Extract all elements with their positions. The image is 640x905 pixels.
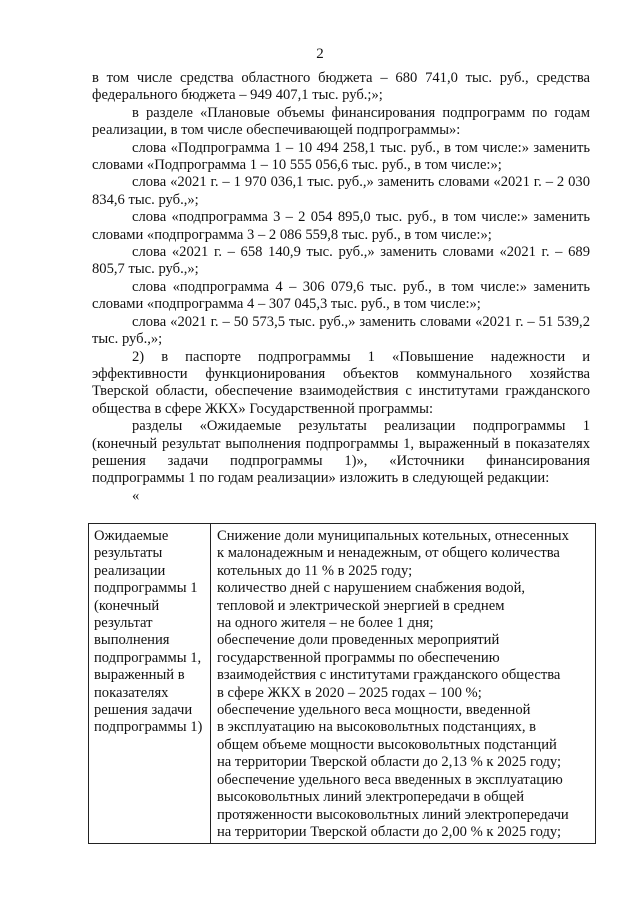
content-line: на территории Тверской области до 2,13 % к 2025 году;	[217, 754, 562, 771]
page-number: 2	[316, 46, 324, 62]
section-title-cell	[89, 524, 211, 844]
content-line: в эксплуатацию на высоковольтных подстанциях, в	[217, 719, 537, 736]
paragraph: слова «2021 г. – 1 970 036,1 тыс. руб.,» заменить словами «2021 г. – 2 030 834,6 тыс. руб.,»;	[92, 174, 590, 208]
opening-quote-mark: «	[132, 487, 140, 504]
content-line: котельных до 11 % в 2025 году;	[217, 562, 413, 579]
paragraph: слова «2021 г. – 658 140,9 тыс. руб.,» заменить словами «2021 г. – 689 805,7 тыс. руб.,»;	[92, 244, 590, 278]
section-title-line: подпрограммы 1,	[94, 649, 202, 666]
section-title-line: реализации	[94, 562, 166, 579]
section-title-line: решения задачи	[94, 702, 193, 719]
section-title-line: выполнения	[94, 632, 170, 649]
section-title-line: подпрограммы 1)	[94, 719, 203, 736]
content-line: на территории Тверской области до 2,00 % к 2025 году;	[217, 823, 562, 840]
section-title-line: подпрограммы 1	[94, 580, 198, 597]
content-line: обеспечение доли проведенных мероприятий	[217, 632, 500, 649]
paragraph: слова «2021 г. – 50 573,5 тыс. руб.,» заменить словами «2021 г. – 51 539,2 тыс. руб.,»;	[92, 313, 590, 348]
program-results-table	[88, 523, 596, 844]
section-title-line: показателях	[94, 684, 169, 701]
content-line: высоковольтных линий электропередачи в общей	[217, 789, 525, 806]
content-line: взаимодействия с институтами гражданского общества	[217, 667, 561, 684]
paragraph: слова «подпрограмма 3 – 2 054 895,0 тыс. руб., в том числе:» заменить словами «подпрограмма 3 – 2 086 559,8 тыс. руб., в том числе:»;	[92, 209, 590, 243]
content-line: государственной программы по обеспечению	[217, 649, 500, 666]
section-title-line: (конечный	[94, 597, 160, 614]
document-body	[92, 70, 590, 505]
content-line: протяженности высоковольтных линий электропередачи	[217, 806, 569, 823]
content-line: в сфере ЖКХ в 2020 – 2025 годах – 100 %;	[217, 684, 482, 701]
content-line: тепловой и электрической энергией в среднем	[217, 597, 505, 614]
content-line: Снижение доли муниципальных котельных, отнесенных	[217, 528, 569, 544]
paragraph: слова «Подпрограмма 1 – 10 494 258,1 тыс. руб., в том числе:» заменить словами «Подпрограмма 1 – 10 555 056,6 тыс. руб., в том числе:»;	[92, 139, 590, 174]
section-title-line: Ожидаемые	[94, 528, 169, 544]
table-row	[89, 524, 596, 844]
paragraph: в том числе средства областного бюджета – 680 741,0 тыс. руб., средства федерального бюджета – 949 407,1 тыс. руб.;»;	[92, 70, 590, 104]
section-title-line: выраженный в	[94, 667, 185, 684]
section-title-line: результаты	[94, 545, 163, 562]
content-line: количество дней с нарушением снабжения водой,	[217, 580, 526, 597]
content-line: на одного жителя – не более 1 дня;	[217, 615, 434, 632]
paragraph: разделы «Ожидаемые результаты реализации подпрограммы 1 (конечный результат выполнения подпрограммы 1, выраженный в показателях решения задачи подпрограммы 1)», «Источники финансирования подпрограммы 1 по годам реализации» изложить в следующей редакции:	[92, 418, 590, 487]
paragraph: 2) в паспорте подпрограммы 1 «Повышение надежности и эффективности функционирования объектов коммунального хозяйства Тверской области, обеспечение взаимодействия с институтами гражданского общества в сфере ЖКХ» Государственной программы:	[92, 348, 590, 417]
section-title-line: результат	[94, 615, 153, 632]
section-content-cell	[211, 524, 596, 844]
paragraph: в разделе «Плановые объемы финансирования подпрограмм по годам реализации, в том числе обеспечивающей подпрограммы»:	[92, 104, 590, 139]
content-line: обеспечение удельного веса мощности, введенной	[217, 702, 531, 719]
content-line: обеспечение удельного веса введенных в эксплуатацию	[217, 771, 563, 788]
content-line: к малонадежным и ненадежным, от общего количества	[217, 545, 560, 562]
paragraph: слова «подпрограмма 4 – 306 079,6 тыс. руб., в том числе:» заменить словами «подпрограмма 4 – 307 045,3 тыс. руб., в том числе:»;	[92, 278, 590, 313]
content-line: общем объеме мощности высоковольтных подстанций	[217, 736, 557, 753]
